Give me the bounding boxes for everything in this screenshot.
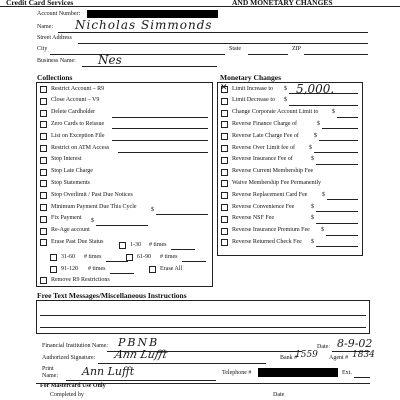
dollar-sign: $ — [311, 203, 314, 210]
institution-name: PBNB — [118, 336, 160, 349]
monetary-item-label: Reverse Returned Check Fee — [232, 238, 302, 245]
monetary-item-label: Reverse NSF Fee — [232, 215, 274, 222]
monetary-item-label: Reverse Late Charge Fee of — [232, 132, 299, 139]
dollar-sign: $ — [322, 191, 325, 198]
agent-number-label: Agent # — [329, 355, 349, 361]
range-31-60-label: 31-60 — [61, 254, 75, 260]
dollar-sign: $ — [321, 227, 324, 234]
signature-label: Authorized Signature: — [42, 355, 96, 361]
collections-item-label: Restrict Account – R9 — [51, 85, 105, 92]
monetary-item-label: Reverse Finance Charge of — [232, 120, 298, 127]
street-address-label: Street Address — [37, 35, 72, 41]
collections-item-label: Erase Past Due Status — [51, 238, 104, 245]
monetary-checkbox[interactable] — [221, 204, 228, 211]
monetary-item-label: Limit Decrease to — [232, 97, 275, 104]
times-label: # times — [88, 266, 106, 272]
collections-checkbox[interactable] — [40, 239, 47, 246]
collections-item-label: Zero Cards to Reissue — [51, 120, 105, 127]
monetary-item-label: Reverse Convenience Fee — [232, 203, 295, 210]
monetary-checkbox[interactable] — [221, 133, 228, 140]
collections-checkbox[interactable] — [40, 121, 47, 128]
monetary-checkbox[interactable] — [221, 110, 228, 117]
monetary-item-label: Limit Increase to — [232, 85, 273, 92]
form-section-title: Credit Card Services — [6, 0, 74, 7]
dollar-sign: $ — [314, 132, 317, 139]
free-text-title: Free Text Messages/Miscellaneous Instructions — [37, 291, 187, 300]
monetary-checkbox[interactable] — [221, 121, 228, 128]
collections-item-label: Re-Age account — [51, 227, 90, 234]
state-label: State — [229, 46, 241, 52]
monetary-checkbox[interactable] — [221, 180, 228, 187]
dollar-sign: $ — [317, 120, 320, 127]
collections-item-label: Minimum Payment Due This Cycle — [51, 203, 137, 210]
range-91-120-label: 91-120 — [61, 266, 78, 272]
range-31-60-checkbox[interactable] — [50, 254, 57, 261]
dollar-sign: $ — [332, 109, 335, 116]
agent-number: 1834 — [352, 350, 375, 360]
collections-checkbox[interactable] — [40, 216, 47, 223]
collections-item-label: Stop Overlimit / Past Due Notices — [51, 191, 133, 198]
monetary-checkbox[interactable] — [221, 169, 228, 176]
dollar-sign: $ — [311, 215, 314, 222]
monetary-checkbox[interactable] — [221, 228, 228, 235]
date-value: 8-9-02 — [337, 337, 373, 350]
account-number-redacted — [87, 10, 218, 18]
monetary-checkbox[interactable] — [221, 157, 228, 164]
range-61-90-label: 61-90 — [137, 254, 151, 260]
dollar-sign: $ — [311, 238, 314, 245]
collections-item-label: Close Account – V9 — [51, 97, 100, 104]
collections-item-label: Stop Late Charge — [51, 168, 93, 175]
office-use-label: For Mastercard Use Only — [40, 383, 106, 389]
monetary-item-label: Reverse Over Limit fee of — [232, 144, 295, 151]
form-title: AND MONETARY CHANGES — [232, 0, 333, 7]
fix-payment-dollar: $ — [91, 218, 94, 224]
business-name: Nes — [98, 53, 122, 67]
collections-checkbox[interactable] — [40, 98, 47, 105]
collections-checkbox[interactable] — [40, 204, 47, 211]
monetary-item-label: Reverse Insurance Fee of — [232, 156, 293, 163]
range-91-120-checkbox[interactable] — [50, 266, 57, 273]
city-label: City — [37, 46, 48, 52]
print-name-value: Ann Lufft — [82, 365, 135, 378]
monetary-checkbox[interactable] — [221, 98, 228, 105]
institution-label: Financial Institution Name: — [42, 343, 108, 349]
collections-item-label: Stop Statements — [51, 179, 90, 186]
telephone-redacted — [258, 368, 338, 377]
range-1-30-checkbox[interactable] — [119, 242, 126, 249]
zip-label: ZIP — [292, 46, 301, 52]
name-label: Name: — [37, 24, 53, 30]
dollar-sign: $ — [284, 97, 287, 104]
monetary-title: Monetary Changes — [220, 73, 282, 82]
dollar-sign: $ — [284, 85, 287, 92]
collections-checkbox[interactable] — [40, 228, 47, 235]
free-text-box[interactable] — [36, 300, 370, 334]
remove-r9-label: Remove R9 Restrictions — [51, 277, 110, 283]
cardholder-name: Nicholas Simmonds — [75, 18, 213, 32]
collections-checkbox[interactable] — [40, 133, 47, 140]
times-label: # times — [84, 254, 102, 260]
erase-all-label: Erase All — [160, 266, 183, 272]
remove-r9-checkbox[interactable] — [40, 277, 47, 284]
completed-by-label: Completed by — [50, 392, 84, 398]
range-61-90-checkbox[interactable] — [126, 254, 133, 261]
monetary-checkbox[interactable] — [221, 239, 228, 246]
collections-checkbox[interactable] — [40, 157, 47, 164]
collections-item-label: Restrict on ATM Access — [51, 144, 110, 151]
collections-checkbox[interactable] — [40, 145, 47, 152]
times-label: # times — [149, 242, 167, 248]
limit-increase-check-mark: ✕ — [220, 83, 228, 93]
times-label: # times — [160, 254, 178, 260]
collections-item-label: Fix Payment — [51, 215, 82, 222]
collections-item-label: Stop Interest — [51, 156, 82, 163]
minimum-payment-dollar: $ — [151, 207, 154, 213]
bank-number: 1559 — [295, 350, 318, 360]
header-rule — [0, 6, 400, 7]
monetary-item-label: Waive Membership Fee Permanently — [232, 179, 321, 186]
date-label: Date: — [317, 344, 330, 350]
bank-number-label: Bank # — [280, 355, 298, 361]
collections-checkbox[interactable] — [40, 180, 47, 187]
date2-label: Date — [273, 392, 285, 398]
account-number-label: Account Number: — [37, 11, 81, 17]
authorized-signature: Ann Lufft — [113, 348, 169, 361]
range-1-30-label: 1-30 — [130, 242, 141, 248]
limit-increase-amount: 5,000. — [296, 82, 335, 96]
collections-title: Collections — [37, 73, 73, 82]
collections-checkbox[interactable] — [40, 192, 47, 199]
monetary-item-label: Reverse Replacement Card Fee — [232, 191, 308, 198]
monetary-checkbox[interactable] — [221, 216, 228, 223]
collections-checkbox[interactable] — [40, 86, 47, 93]
print-name-label: Name: — [42, 373, 58, 379]
monetary-item-label: Reverse Current Membership Fee — [232, 168, 314, 175]
collections-item-label: List on Exception File — [51, 132, 105, 139]
monetary-item-label: Reverse Insurance Premium Fee — [232, 227, 310, 234]
collections-checkbox[interactable] — [40, 169, 47, 176]
collections-item-label: Delete Cardholder — [51, 109, 96, 116]
dollar-sign: $ — [311, 156, 314, 163]
dollar-sign: $ — [309, 144, 312, 151]
monetary-item-label: Change Corporate Account Limit to — [232, 109, 319, 116]
ext-label: Ext. — [342, 370, 352, 376]
erase-all-checkbox[interactable] — [149, 266, 156, 273]
collections-checkbox[interactable] — [40, 110, 47, 117]
monetary-checkbox[interactable] — [221, 192, 228, 199]
monetary-checkbox[interactable] — [221, 145, 228, 152]
business-name-label: Business Name: — [37, 58, 76, 64]
telephone-label: Telephone # — [222, 370, 252, 376]
print-name-label: Print — [42, 366, 54, 372]
